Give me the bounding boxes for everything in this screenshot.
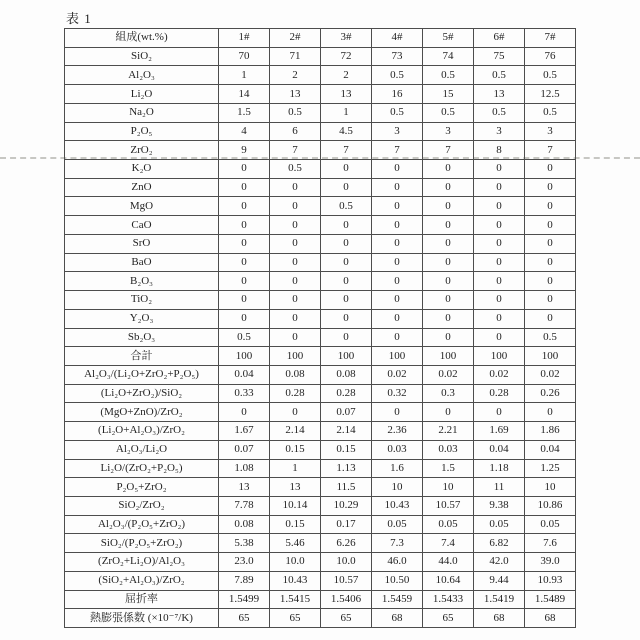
cell: 0.07 <box>219 440 270 459</box>
cell: 7.89 <box>219 571 270 590</box>
cell: 23.0 <box>219 553 270 572</box>
cell: 0 <box>372 234 423 253</box>
cell: 65 <box>219 609 270 628</box>
cell: 10 <box>372 478 423 497</box>
cell: 6.26 <box>321 534 372 553</box>
cell: 1.5499 <box>219 590 270 609</box>
cell: 1.25 <box>525 459 576 478</box>
cell: 0 <box>525 160 576 179</box>
cell: 0.05 <box>474 515 525 534</box>
cell: 0.17 <box>321 515 372 534</box>
cell: 0 <box>372 178 423 197</box>
table-row <box>65 103 576 122</box>
cell: 0 <box>423 328 474 347</box>
cell: 65 <box>321 609 372 628</box>
cell: 5.46 <box>270 534 321 553</box>
row-label: MgO <box>65 197 219 216</box>
cell: 0 <box>321 160 372 179</box>
cell: 100 <box>474 347 525 366</box>
cell: 10.86 <box>525 496 576 515</box>
cell: 68 <box>474 609 525 628</box>
cell: 0.5 <box>372 103 423 122</box>
cell: 0 <box>423 178 474 197</box>
cell: 0 <box>525 272 576 291</box>
column-header: 1# <box>219 29 270 48</box>
table-row <box>65 440 576 459</box>
row-label: B₂O₃ <box>65 272 219 291</box>
cell: 0 <box>321 234 372 253</box>
cell: 0 <box>219 253 270 272</box>
cell: 13 <box>321 85 372 104</box>
cell: 0.05 <box>372 515 423 534</box>
cell: 0 <box>270 253 321 272</box>
cell: 0 <box>474 160 525 179</box>
cell: 10.29 <box>321 496 372 515</box>
cell: 2.14 <box>321 422 372 441</box>
cell: 0 <box>423 234 474 253</box>
cell: 0 <box>321 178 372 197</box>
row-label: (ZrO₂+Li₂O)/Al₂O₃ <box>65 553 219 572</box>
cell: 0 <box>474 309 525 328</box>
cell: 0.02 <box>525 365 576 384</box>
cell: 76 <box>525 47 576 66</box>
table-row <box>65 403 576 422</box>
cell: 2 <box>321 66 372 85</box>
cell: 0 <box>219 160 270 179</box>
cell: 0 <box>474 291 525 310</box>
row-label: Al₂O₃/(Li₂O+ZrO₂+P₂O₅) <box>65 365 219 384</box>
cell: 10.93 <box>525 571 576 590</box>
cell: 1 <box>321 103 372 122</box>
row-label: Al₂O₃ <box>65 66 219 85</box>
cell: 0.02 <box>474 365 525 384</box>
cell: 0 <box>219 272 270 291</box>
cell: 7 <box>372 141 423 160</box>
cell: 0.05 <box>423 515 474 534</box>
cell: 11 <box>474 478 525 497</box>
cell: 0.05 <box>525 515 576 534</box>
cell: 74 <box>423 47 474 66</box>
cell: 0.3 <box>423 384 474 403</box>
cell: 0.5 <box>270 160 321 179</box>
cell: 5.38 <box>219 534 270 553</box>
cell: 1.5 <box>423 459 474 478</box>
table-row <box>65 534 576 553</box>
row-label: 熱膨張係数 (×10⁻⁷/K) <box>65 609 219 628</box>
cell: 0.02 <box>423 365 474 384</box>
cell: 0 <box>423 253 474 272</box>
cell: 0 <box>372 272 423 291</box>
cell: 65 <box>270 609 321 628</box>
cell: 0 <box>219 403 270 422</box>
cell: 7.78 <box>219 496 270 515</box>
row-label: SrO <box>65 234 219 253</box>
table-row <box>65 197 576 216</box>
cell: 68 <box>525 609 576 628</box>
row-label: Al₂O₃/Li₂O <box>65 440 219 459</box>
cell: 0 <box>372 197 423 216</box>
cell: 0 <box>372 160 423 179</box>
cell: 0.08 <box>270 365 321 384</box>
cell: 15 <box>423 85 474 104</box>
cell: 0 <box>321 291 372 310</box>
cell: 0.03 <box>372 440 423 459</box>
row-label: SiO₂ <box>65 47 219 66</box>
header-row <box>65 29 576 48</box>
cell: 1.08 <box>219 459 270 478</box>
cell: 1 <box>219 66 270 85</box>
cell: 0 <box>219 178 270 197</box>
cell: 9 <box>219 141 270 160</box>
cell: 12.5 <box>525 85 576 104</box>
cell: 68 <box>372 609 423 628</box>
cell: 0 <box>270 309 321 328</box>
cell: 0 <box>270 291 321 310</box>
cell: 0.04 <box>474 440 525 459</box>
cell: 100 <box>525 347 576 366</box>
cell: 1.67 <box>219 422 270 441</box>
table-row <box>65 328 576 347</box>
cell: 0 <box>270 216 321 235</box>
table-row <box>65 478 576 497</box>
cell: 0 <box>372 309 423 328</box>
cell: 1.5489 <box>525 590 576 609</box>
cell: 0.5 <box>270 103 321 122</box>
cell: 0 <box>321 216 372 235</box>
cell: 0.08 <box>321 365 372 384</box>
cell: 0 <box>219 309 270 328</box>
cell: 7.6 <box>525 534 576 553</box>
cell: 0 <box>474 216 525 235</box>
cell: 0 <box>525 403 576 422</box>
row-label: Li₂O/(ZrO₂+P₂O₅) <box>65 459 219 478</box>
cell: 4 <box>219 122 270 141</box>
cell: 42.0 <box>474 553 525 572</box>
cell: 0 <box>474 272 525 291</box>
cell: 71 <box>270 47 321 66</box>
cell: 7 <box>423 141 474 160</box>
table-row <box>65 85 576 104</box>
cell: 8 <box>474 141 525 160</box>
cell: 11.5 <box>321 478 372 497</box>
cell: 1 <box>270 459 321 478</box>
cell: 0 <box>321 309 372 328</box>
cell: 0.03 <box>423 440 474 459</box>
cell: 7 <box>270 141 321 160</box>
table-row <box>65 496 576 515</box>
cell: 0 <box>474 178 525 197</box>
cell: 0.28 <box>474 384 525 403</box>
row-label: SiO₂/ZrO₂ <box>65 496 219 515</box>
cell: 0 <box>321 272 372 291</box>
cell: 1.5415 <box>270 590 321 609</box>
cell: 0 <box>270 178 321 197</box>
row-label: ZnO <box>65 178 219 197</box>
table-row <box>65 384 576 403</box>
column-header: 2# <box>270 29 321 48</box>
table-row <box>65 253 576 272</box>
cell: 100 <box>423 347 474 366</box>
cell: 0 <box>270 197 321 216</box>
table-row <box>65 347 576 366</box>
cell: 10.43 <box>372 496 423 515</box>
cell: 0 <box>525 253 576 272</box>
cell: 0 <box>270 328 321 347</box>
cell: 3 <box>423 122 474 141</box>
cell: 16 <box>372 85 423 104</box>
table-row <box>65 609 576 628</box>
cell: 44.0 <box>423 553 474 572</box>
cell: 13 <box>219 478 270 497</box>
table-row <box>65 309 576 328</box>
row-label: Na₂O <box>65 103 219 122</box>
cell: 0.5 <box>219 328 270 347</box>
cell: 7 <box>525 141 576 160</box>
cell: 0 <box>423 309 474 328</box>
cell: 0.04 <box>219 365 270 384</box>
row-label: ZrO₂ <box>65 141 219 160</box>
row-label: P₂O₅ <box>65 122 219 141</box>
cell: 0.32 <box>372 384 423 403</box>
cell: 0.07 <box>321 403 372 422</box>
cell: 0.5 <box>321 197 372 216</box>
cell: 100 <box>219 347 270 366</box>
row-label: TiO₂ <box>65 291 219 310</box>
cell: 0.5 <box>474 103 525 122</box>
table-row <box>65 122 576 141</box>
cell: 0 <box>423 216 474 235</box>
header-composition-label: 組成(wt.%) <box>65 29 219 48</box>
cell: 6 <box>270 122 321 141</box>
cell: 100 <box>372 347 423 366</box>
cell: 10 <box>525 478 576 497</box>
table-row <box>65 422 576 441</box>
cell: 0 <box>525 197 576 216</box>
table-row <box>65 216 576 235</box>
cell: 1.6 <box>372 459 423 478</box>
cell: 0 <box>423 291 474 310</box>
cell: 3 <box>474 122 525 141</box>
cell: 0 <box>423 272 474 291</box>
row-label: 合計 <box>65 347 219 366</box>
cell: 1.5419 <box>474 590 525 609</box>
cell: 73 <box>372 47 423 66</box>
cell: 0 <box>219 234 270 253</box>
cell: 0 <box>525 309 576 328</box>
cell: 0.5 <box>525 328 576 347</box>
cell: 46.0 <box>372 553 423 572</box>
cell: 100 <box>321 347 372 366</box>
cell: 0.15 <box>321 440 372 459</box>
cell: 0.5 <box>423 66 474 85</box>
cell: 0.5 <box>525 103 576 122</box>
cell: 2.21 <box>423 422 474 441</box>
cell: 0.28 <box>270 384 321 403</box>
cell: 0 <box>372 328 423 347</box>
cell: 75 <box>474 47 525 66</box>
cell: 13 <box>270 85 321 104</box>
cell: 0 <box>525 216 576 235</box>
cell: 1.5433 <box>423 590 474 609</box>
cell: 7 <box>321 141 372 160</box>
cell: 9.38 <box>474 496 525 515</box>
cell: 39.0 <box>525 553 576 572</box>
table-row <box>65 515 576 534</box>
cell: 1.69 <box>474 422 525 441</box>
row-label: Sb₂O₃ <box>65 328 219 347</box>
column-header: 3# <box>321 29 372 48</box>
row-label: (Li₂O+ZrO₂)/SiO₂ <box>65 384 219 403</box>
cell: 0 <box>372 253 423 272</box>
table-row <box>65 291 576 310</box>
table-row <box>65 66 576 85</box>
cell: 0 <box>372 291 423 310</box>
cell: 10.14 <box>270 496 321 515</box>
cell: 10.0 <box>270 553 321 572</box>
cell: 0.08 <box>219 515 270 534</box>
cell: 10.50 <box>372 571 423 590</box>
table-row <box>65 553 576 572</box>
table-row <box>65 234 576 253</box>
cell: 0 <box>219 291 270 310</box>
cell: 10 <box>423 478 474 497</box>
cell: 0 <box>474 253 525 272</box>
cell: 7.4 <box>423 534 474 553</box>
cell: 4.5 <box>321 122 372 141</box>
column-header: 4# <box>372 29 423 48</box>
cell: 0 <box>219 216 270 235</box>
table-row <box>65 571 576 590</box>
column-header: 5# <box>423 29 474 48</box>
row-label: (MgO+ZnO)/ZrO₂ <box>65 403 219 422</box>
cell: 0 <box>474 403 525 422</box>
table-row <box>65 272 576 291</box>
cell: 0.15 <box>270 515 321 534</box>
table-row <box>65 178 576 197</box>
table-row <box>65 141 576 160</box>
cell: 0 <box>525 234 576 253</box>
cell: 1.86 <box>525 422 576 441</box>
cell: 0 <box>270 272 321 291</box>
cell: 0 <box>474 328 525 347</box>
cell: 100 <box>270 347 321 366</box>
row-label: (SiO₂+Al₂O₃)/ZrO₂ <box>65 571 219 590</box>
cell: 0 <box>525 291 576 310</box>
row-label: K₂O <box>65 160 219 179</box>
cell: 1.5406 <box>321 590 372 609</box>
cell: 10.57 <box>423 496 474 515</box>
cell: 0 <box>372 216 423 235</box>
row-label: BaO <box>65 253 219 272</box>
cell: 0.02 <box>372 365 423 384</box>
cell: 1.13 <box>321 459 372 478</box>
cell: 10.0 <box>321 553 372 572</box>
cell: 1.5459 <box>372 590 423 609</box>
cell: 0.04 <box>525 440 576 459</box>
row-label: Y₂O₃ <box>65 309 219 328</box>
cell: 0 <box>270 234 321 253</box>
row-label: 屈折率 <box>65 590 219 609</box>
table-row <box>65 590 576 609</box>
row-label: P₂O₅+ZrO₂ <box>65 478 219 497</box>
cell: 14 <box>219 85 270 104</box>
row-label: Al₂O₃/(P₂O₅+ZrO₂) <box>65 515 219 534</box>
table-row <box>65 160 576 179</box>
cell: 0 <box>474 197 525 216</box>
cell: 10.43 <box>270 571 321 590</box>
cell: 0.28 <box>321 384 372 403</box>
row-label: SiO₂/(P₂O₅+ZrO₂) <box>65 534 219 553</box>
table-row <box>65 47 576 66</box>
cell: 3 <box>372 122 423 141</box>
composition-table <box>64 28 576 628</box>
cell: 10.57 <box>321 571 372 590</box>
table-caption: 表 1 <box>66 11 92 26</box>
cell: 0.5 <box>423 103 474 122</box>
row-label: (Li₂O+Al₂O₃)/ZrO₂ <box>65 422 219 441</box>
column-header: 6# <box>474 29 525 48</box>
cell: 70 <box>219 47 270 66</box>
row-label: CaO <box>65 216 219 235</box>
cell: 13 <box>270 478 321 497</box>
cell: 10.64 <box>423 571 474 590</box>
cell: 3 <box>525 122 576 141</box>
cell: 0 <box>525 178 576 197</box>
cell: 2 <box>270 66 321 85</box>
cell: 0 <box>474 234 525 253</box>
table-body <box>65 47 576 627</box>
cell: 0 <box>321 253 372 272</box>
cell: 0 <box>270 403 321 422</box>
cell: 7.3 <box>372 534 423 553</box>
cell: 0 <box>321 328 372 347</box>
row-label: Li₂O <box>65 85 219 104</box>
cell: 6.82 <box>474 534 525 553</box>
cell: 65 <box>423 609 474 628</box>
cell: 0 <box>423 160 474 179</box>
table-row <box>65 365 576 384</box>
cell: 0 <box>423 197 474 216</box>
cell: 0.5 <box>474 66 525 85</box>
cell: 0.15 <box>270 440 321 459</box>
cell: 0.26 <box>525 384 576 403</box>
cell: 72 <box>321 47 372 66</box>
cell: 0.33 <box>219 384 270 403</box>
cell: 0 <box>219 197 270 216</box>
table-row <box>65 459 576 478</box>
cell: 13 <box>474 85 525 104</box>
cell: 9.44 <box>474 571 525 590</box>
cell: 1.5 <box>219 103 270 122</box>
cell: 0 <box>372 403 423 422</box>
cell: 0.5 <box>525 66 576 85</box>
cell: 2.36 <box>372 422 423 441</box>
cell: 0 <box>423 403 474 422</box>
cell: 2.14 <box>270 422 321 441</box>
cell: 1.18 <box>474 459 525 478</box>
column-header: 7# <box>525 29 576 48</box>
cell: 0.5 <box>372 66 423 85</box>
